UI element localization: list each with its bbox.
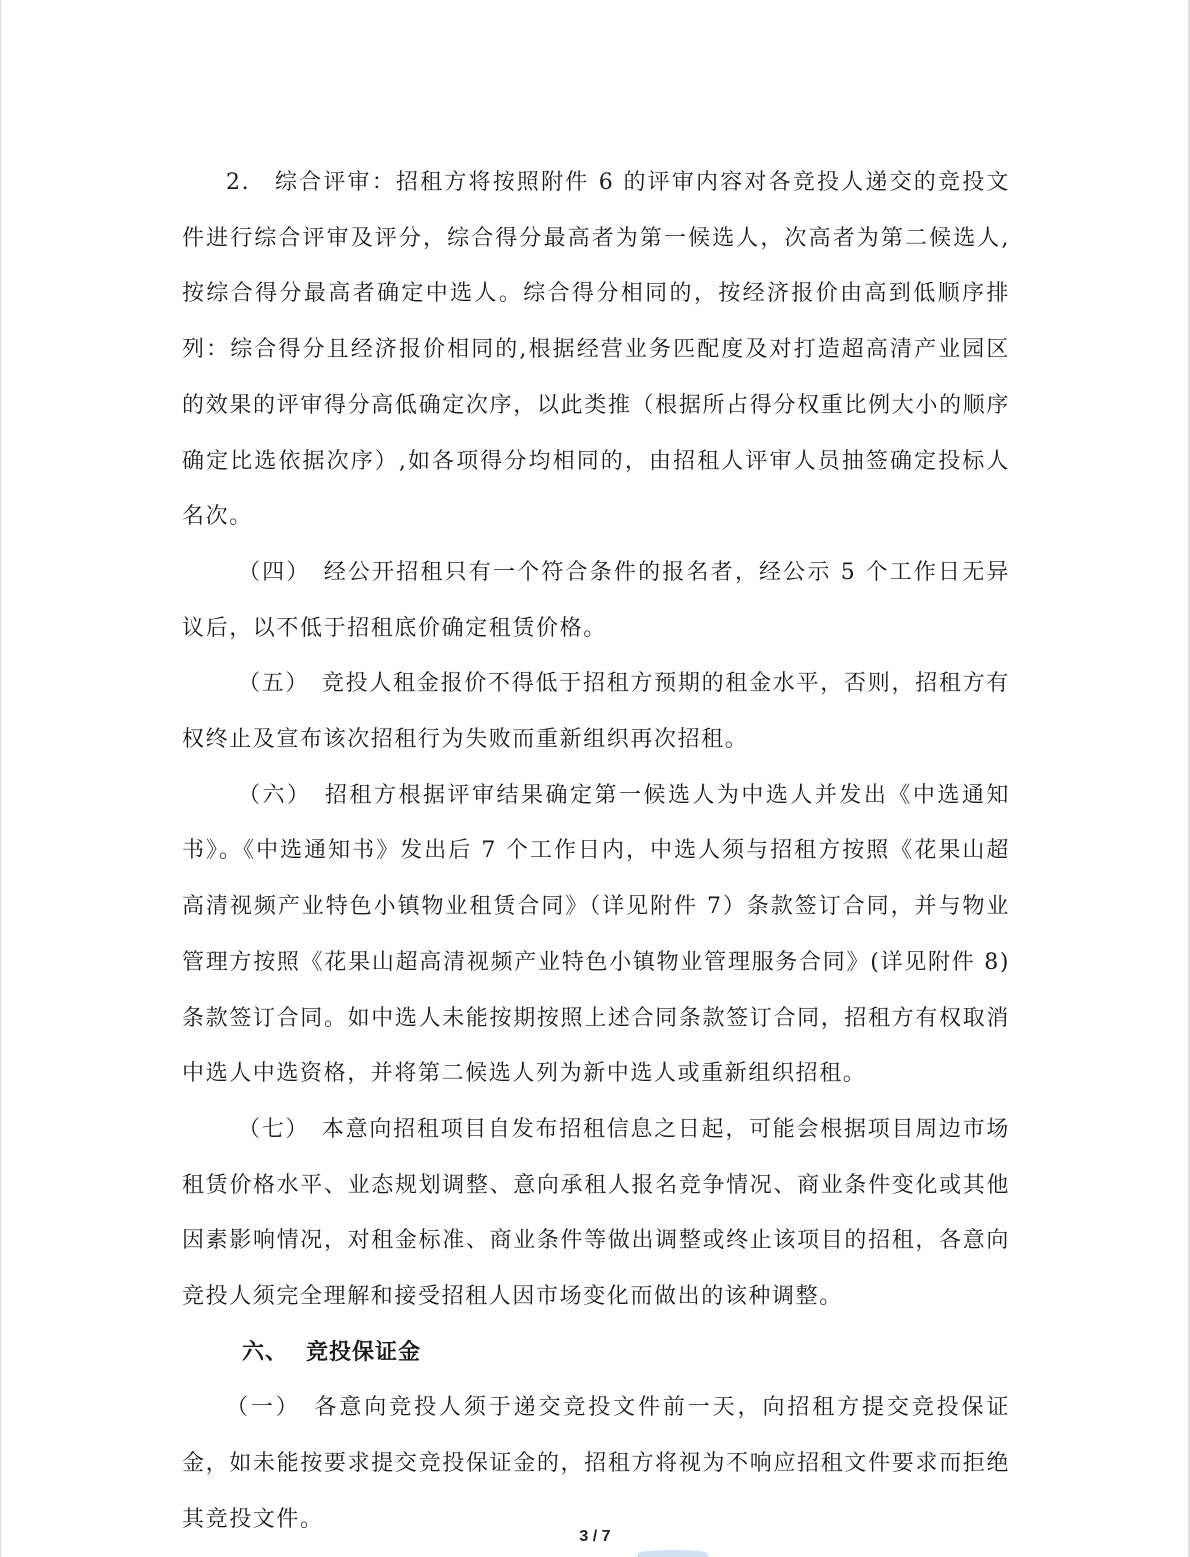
section-heading-title: 竞投保证金 — [306, 1339, 422, 1365]
paragraph-deposit-1: （一） 各意向竞投人须于递交竞投文件前一天，向招租方提交竞投保证金，如未能按要求提交竞投保证金的，招租方将视为不响应招租文件要求而拒绝其竞投文件。 — [182, 1395, 1010, 1532]
paragraph-item-7: （七） 本意向招租项目自发布招租信息之日起，可能会根据项目周边市场租赁价格水平、业态规划调整、意向承租人报名竞争情况、商业条件变化或其他因素影响情况，对租金标准、商业条件等做出调整或终止该项目的招租，各意向竞投人须完全理解和接受招租人因市场变化而做出的该种调整。 — [182, 1116, 1010, 1310]
paragraph-item-4: （四） 经公开招租只有一个符合条件的报名者，经公示 5 个工作日无异议后，以不低于招租底价确定租赁价格。 — [182, 559, 1010, 641]
section-heading — [182, 1325, 1010, 1381]
page-edge-left — [0, 0, 2, 1557]
section-heading-number: 六、 — [242, 1339, 289, 1365]
page-indicator: 3 / 7 — [579, 1528, 611, 1545]
document-body — [182, 155, 1010, 1548]
paragraph-item-6: （六） 招租方根据评审结果确定第一候选人为中选人并发出《中选通知书》。《中选通知书》发出后 7 个工作日内，中选人须与招租方按照《花果山超高清视频产业特色小镇物业租赁合同》（详见附件 7）条款签订合同，并与物业管理方按照《花果山超高清视频产业特色小镇物业管理服务合同》(详见附件 8)条款签订合同。如中选人未能按期按照上述合同条款签订合同，招租方有权取消中选人中选资格，并将第二候选人列为新中选人或重新组织招租。 — [182, 782, 1010, 1087]
scroll-indicator — [638, 1550, 708, 1557]
paragraph-comprehensive-review: 2. 综合评审：招租方将按照附件 6 的评审内容对各竞投人递交的竞投文件进行综合评审及评分，综合得分最高者为第一候选人，次高者为第二候选人,按综合得分最高者确定中选人。综合得分相同的，按经济报价由高到低顺序排列：综合得分且经济报价相同的,根据经营业务匹配度及对打造超高清产业园区的效果的评审得分高低确定次序，以此类推（根据所占得分权重比例大小的顺序确定比选依据次序）,如各项得分均相同的，由招租人评审人员抽签确定投标人名次。 — [182, 170, 1010, 530]
paragraph-item-5: （五） 竞投人租金报价不得低于招租方预期的租金水平，否则，招租方有权终止及宣布该次招租行为失败而重新组织再次招租。 — [182, 671, 1010, 753]
